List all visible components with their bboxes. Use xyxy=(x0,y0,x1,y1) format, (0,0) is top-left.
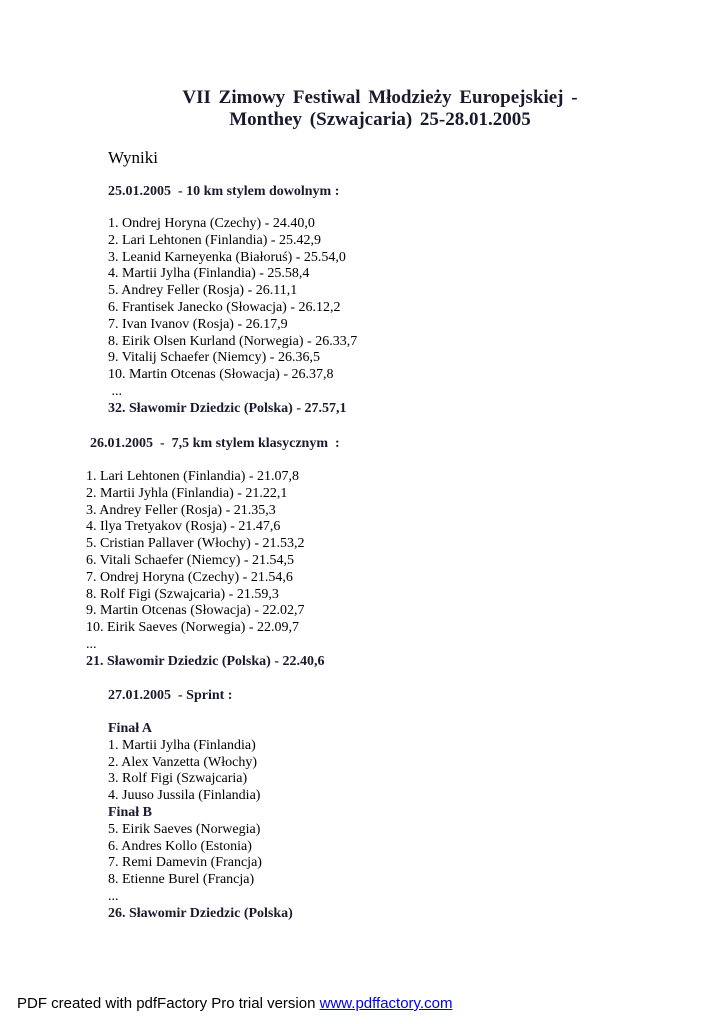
list-item: 7. Ondrej Horyna (Czechy) - 21.54,6 xyxy=(86,569,293,585)
polish-result: 32. Sławomir Dziedzic (Polska) - 27.57,1 xyxy=(108,400,347,416)
list-item: 10. Martin Otcenas (Słowacja) - 26.37,8 xyxy=(108,367,334,383)
list-item: 6. Vitali Schaefer (Niemcy) - 21.54,5 xyxy=(86,552,295,568)
polish-result: 21. Sławomir Dziedzic (Polska) - 22.40,6 xyxy=(86,653,325,669)
list-item: 7. Ivan Ivanov (Rosja) - 26.17,9 xyxy=(108,316,288,332)
list-item: 3. Andrey Feller (Rosja) - 21.35,3 xyxy=(86,502,276,518)
list-item: 2. Martii Jyhla (Finlandia) - 21.22,1 xyxy=(86,485,288,501)
race3-header: 27.01.2005 - Sprint : xyxy=(108,688,233,703)
race1-results xyxy=(108,216,357,418)
list-item: 7. Remi Damevin (Francja) xyxy=(108,855,262,871)
race3-results xyxy=(108,721,293,923)
list-item: 4. Juuso Jussila (Finlandia) xyxy=(108,788,261,804)
final-a-label: Finał A xyxy=(108,721,152,736)
pdffactory-link[interactable]: www.pdffactory.com xyxy=(319,995,453,1012)
ellipsis: ... xyxy=(86,636,97,652)
list-item: 3. Rolf Figi (Szwajcaria) xyxy=(108,771,248,787)
footer-text: PDF created with pdfFactory Pro trial version xyxy=(17,995,320,1012)
race2-results xyxy=(86,469,325,671)
list-item: 1. Martii Jylha (Finlandia) xyxy=(108,737,256,753)
results-subtitle: Wyniki xyxy=(108,148,158,167)
list-item: 8. Etienne Burel (Francja) xyxy=(108,872,255,888)
list-item: 8. Rolf Figi (Szwajcaria) - 21.59,3 xyxy=(86,586,279,602)
race1-header: 25.01.2005 - 10 km stylem dowolnym : xyxy=(108,184,340,199)
list-item: 5. Eirik Saeves (Norwegia) xyxy=(108,821,261,837)
page-title xyxy=(170,87,590,131)
title-line-1: VII Zimowy Festiwal Młodzieży Europejskiej - xyxy=(182,87,578,108)
pdf-footer xyxy=(17,995,452,1012)
list-item: 1. Ondrej Horyna (Czechy) - 24.40,0 xyxy=(108,216,315,231)
list-item: 6. Andres Kollo (Estonia) xyxy=(108,838,252,854)
list-item: 5. Andrey Feller (Rosja) - 26.11,1 xyxy=(108,283,298,299)
list-item: 9. Vitalij Schaefer (Niemcy) - 26.36,5 xyxy=(108,350,320,366)
list-item: 10. Eirik Saeves (Norwegia) - 22.09,7 xyxy=(86,620,300,636)
ellipsis: ... xyxy=(108,383,122,399)
final-b-label: Finał B xyxy=(108,804,152,820)
list-item: 4. Ilya Tretyakov (Rosja) - 21.47,6 xyxy=(86,519,281,535)
list-item: 4. Martii Jylha (Finlandia) - 25.58,4 xyxy=(108,266,310,282)
race2-header: 26.01.2005 - 7,5 km stylem klasycznym : xyxy=(90,436,340,451)
ellipsis: ... xyxy=(108,888,119,904)
list-item: 8. Eirik Olsen Kurland (Norwegia) - 26.33,7 xyxy=(108,333,358,349)
list-item: 2. Alex Vanzetta (Włochy) xyxy=(108,754,258,770)
polish-result: 26. Sławomir Dziedzic (Polska) xyxy=(108,905,293,921)
list-item: 2. Lari Lehtonen (Finlandia) - 25.42,9 xyxy=(108,232,322,248)
list-item: 6. Frantisek Janecko (Słowacja) - 26.12,2 xyxy=(108,299,341,315)
list-item: 1. Lari Lehtonen (Finlandia) - 21.07,8 xyxy=(86,469,300,484)
list-item: 5. Cristian Pallaver (Włochy) - 21.53,2 xyxy=(86,536,305,552)
list-item: 9. Martin Otcenas (Słowacja) - 22.02,7 xyxy=(86,603,305,619)
title-line-2: Monthey (Szwajcaria) 25-28.01.2005 xyxy=(229,109,531,130)
list-item: 3. Leanid Karneyenka (Białoruś) - 25.54,0 xyxy=(108,249,346,265)
